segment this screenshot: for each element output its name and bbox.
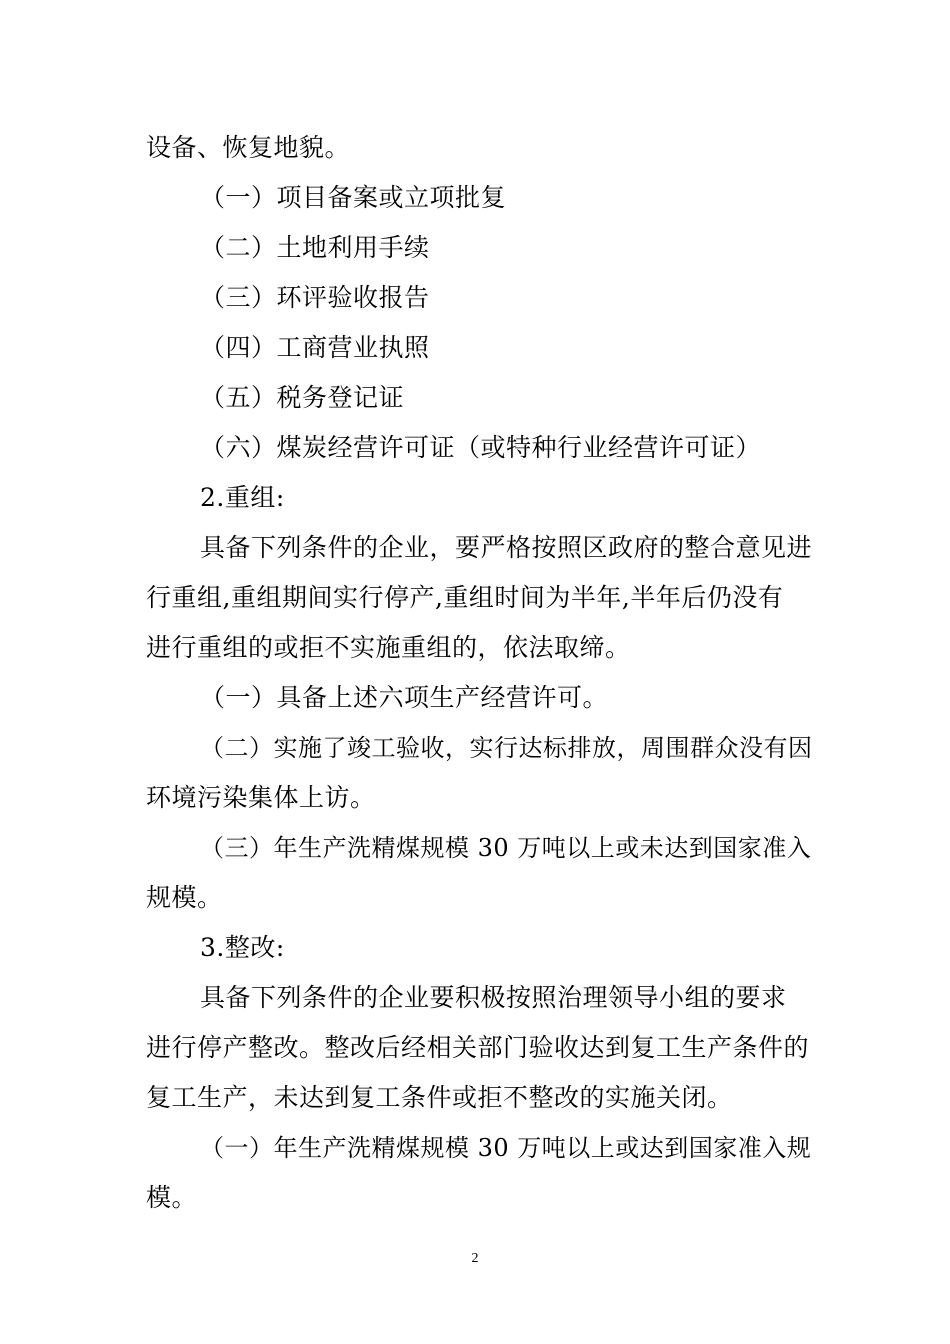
text-line: （二）实施了竣工验收，实行达标排放，周围群众没有因: [200, 734, 813, 762]
text-line: 复工生产，未达到复工条件或拒不整改的实施关闭。: [146, 1083, 733, 1112]
text-line: （四）工商营业执照: [200, 333, 430, 362]
text-line: 规模。: [146, 883, 223, 912]
page-number: 2: [471, 1251, 479, 1266]
text-line: （一）具备上述六项生产经营许可。: [200, 683, 609, 712]
text-line: （二）土地利用手续: [200, 233, 430, 262]
text-line: （一）年生产洗精煤规模 30 万吨以上或达到国家准入规: [200, 1134, 812, 1162]
text-line: （一）项目备案或立项批复: [200, 183, 507, 212]
text-line: （五）税务登记证: [200, 383, 405, 412]
section-heading: 3.整改:: [200, 933, 285, 962]
text-line: 模。: [146, 1183, 198, 1212]
text-line: （三）年生产洗精煤规模 30 万吨以上或未达到国家准入: [200, 834, 812, 862]
text-line: 具备下列条件的企业，要严格按照区政府的整合意见进: [200, 533, 813, 562]
section-heading: 2.重组:: [200, 483, 285, 512]
text-line: 环境污染集体上访。: [146, 783, 376, 812]
text-line: 进行重组的或拒不实施重组的，依法取缔。: [146, 633, 631, 662]
text-line: 进行停产整改。整改后经相关部门验收达到复工生产条件的: [146, 1033, 810, 1062]
text-line: （三）环评验收报告: [200, 283, 430, 312]
text-line: 设备、恢复地貌。: [146, 133, 351, 162]
text-line: （六）煤炭经营许可证（或特种行业经营许可证）: [200, 433, 762, 462]
text-line: 具备下列条件的企业要积极按照治理领导小组的要求: [200, 983, 787, 1012]
text-line: 行重组,重组期间实行停产,重组时间为半年,半年后仍没有: [146, 583, 784, 612]
